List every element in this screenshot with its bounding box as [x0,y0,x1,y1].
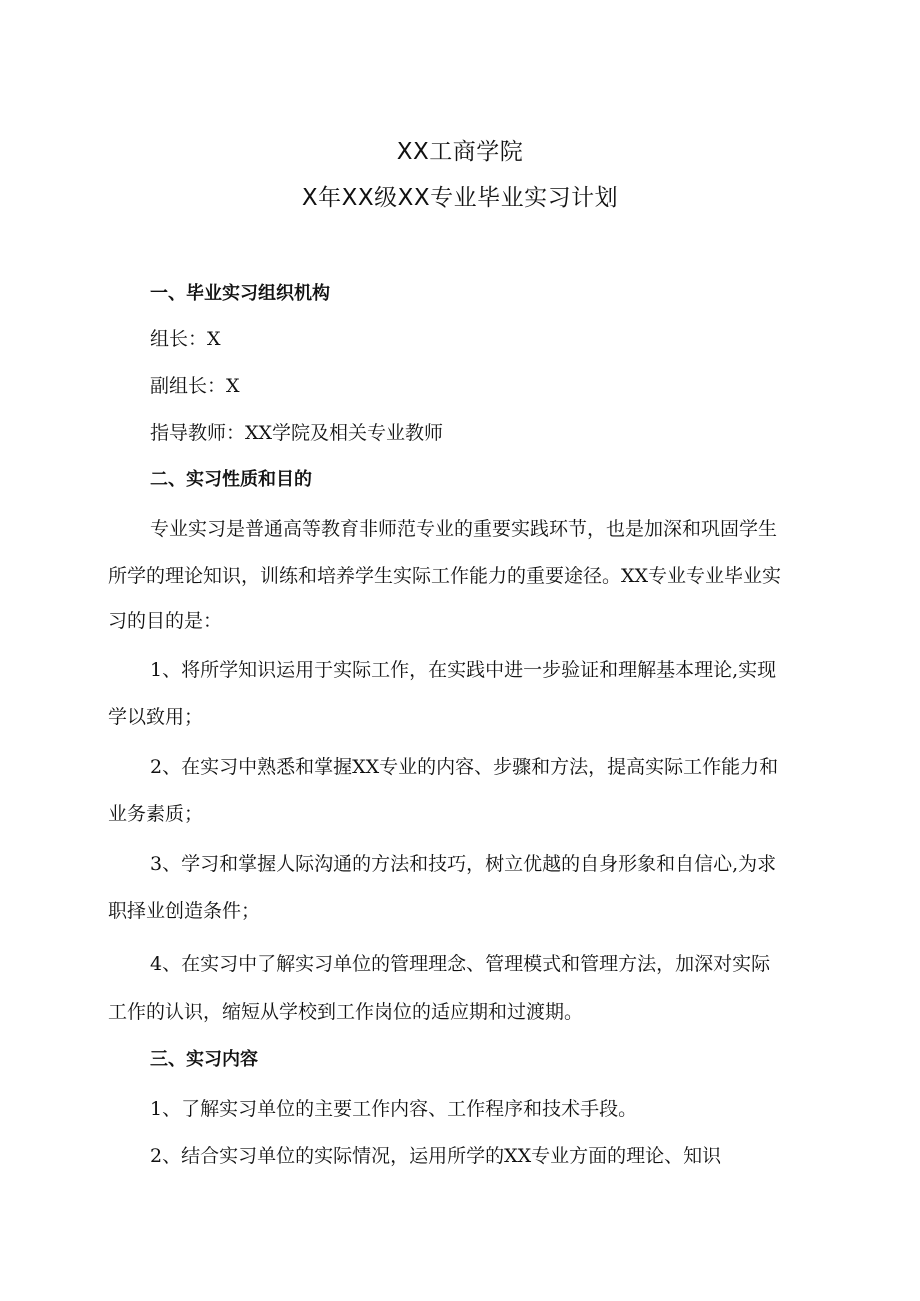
purpose-item-3-line-1: 3、学习和掌握人际沟通的方法和技巧，树立优越的自身形象和自信心,为求 [150,853,777,875]
purpose-item-4-line-2: 工作的认识，缩短从学校到工作岗位的适应期和过渡期。 [108,1001,584,1023]
purpose-item-2-line-2: 业务素质； [108,803,204,825]
purpose-paragraph-line-3: 习的目的是： [108,610,223,632]
content-item-2: 2、结合实习单位的实际情况，运用所学的XX专业方面的理论、知识 [150,1145,722,1167]
purpose-item-1-line-1: 1、将所学知识运用于实际工作，在实践中进一步验证和理解基本理论,实现 [150,659,777,681]
content-item-1: 1、了解实习单位的主要工作内容、工作程序和技术手段。 [150,1098,638,1120]
purpose-paragraph-line-2: 所学的理论知识，训练和培养学生实际工作能力的重要途径。XX专业专业毕业实 [108,565,782,587]
section-heading-purpose: 二、实习性质和目的 [150,469,312,490]
leader-line: 组长：X [150,328,221,350]
purpose-item-1-line-2: 学以致用； [108,706,204,728]
purpose-paragraph-line-1: 专业实习是普通高等教育非师范专业的重要实践环节，也是加深和巩固学生 [150,518,778,540]
purpose-item-3-line-2: 职择业创造条件； [108,900,261,922]
section-heading-content: 三、实习内容 [150,1049,258,1070]
section-heading-organization: 一、毕业实习组织机构 [150,283,330,304]
document-title-plan: X年XX级XX专业毕业实习计划 [301,185,619,211]
purpose-item-4-line-1: 4、在实习中了解实习单位的管理理念、管理模式和管理方法，加深对实际 [150,953,771,975]
document-title-school: XX工商学院 [396,139,524,165]
deputy-leader-line: 副组长：X [150,375,240,397]
purpose-item-2-line-1: 2、在实习中熟悉和掌握XX专业的内容、步骤和方法，提高实际工作能力和 [150,756,779,778]
advisors-line: 指导教师：XX学院及相关专业教师 [150,422,444,444]
